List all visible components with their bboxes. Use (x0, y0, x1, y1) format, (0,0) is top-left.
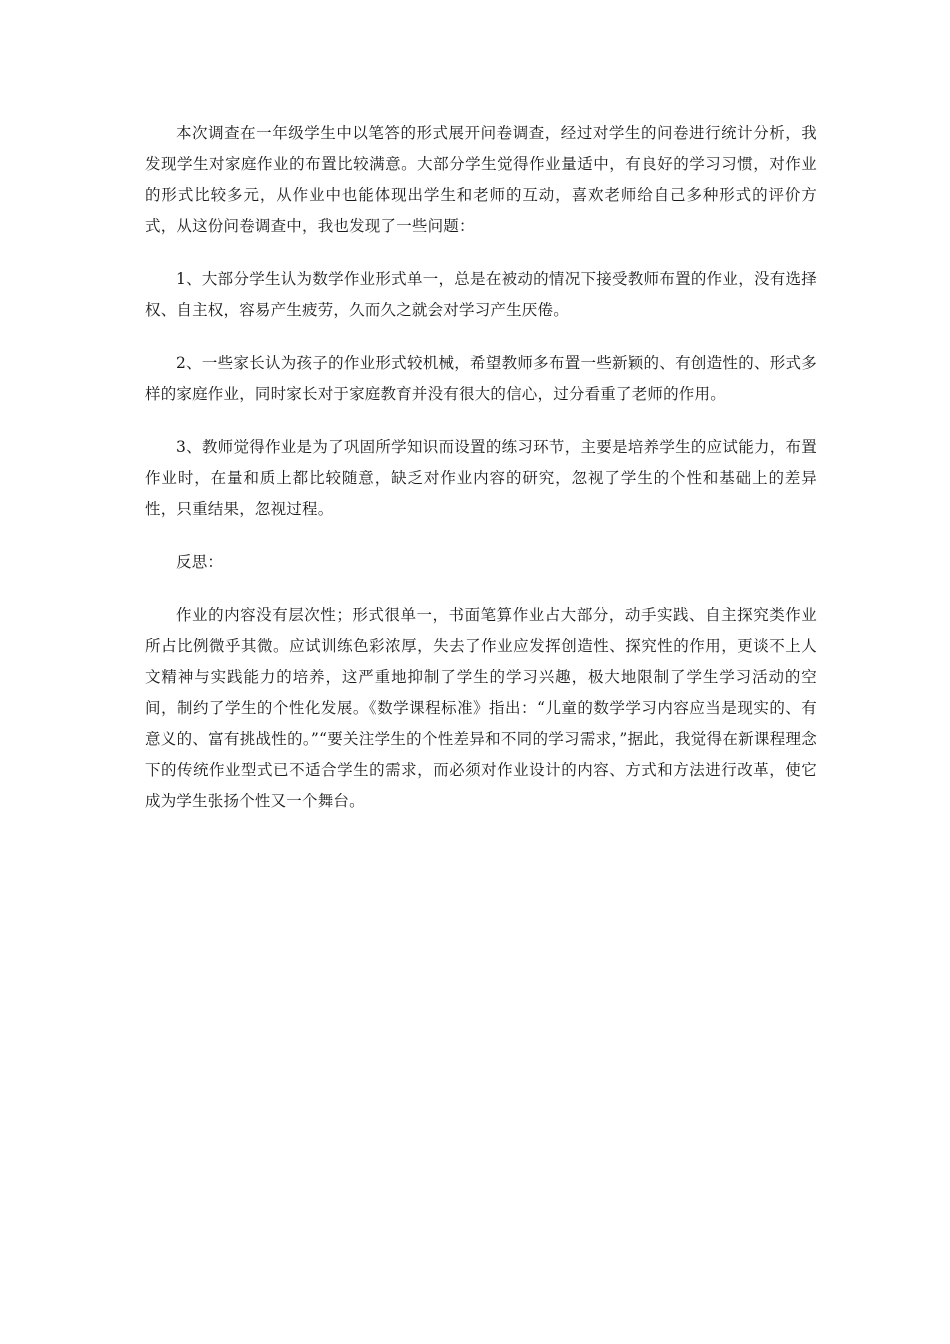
paragraph-intro: 本次调查在一年级学生中以笔答的形式展开问卷调查，经过对学生的问卷进行统计分析，我发现学生对家庭作业的布置比较满意。大部分学生觉得作业量适中，有良好的学习习惯，对作业的形式比较多元，从作业中也能体现出学生和老师的互动，喜欢老师给自己多种形式的评价方式，从这份问卷调查中，我也发现了一些问题： (145, 124, 817, 235)
paragraph-item-3: 3、教师觉得作业是为了巩固所学知识而设置的练习环节，主要是培养学生的应试能力，布置作业时，在量和质上都比较随意，缺乏对作业内容的研究，忽视了学生的个性和基础上的差异性，只重结果，忽视过程。 (145, 438, 817, 518)
document-body (145, 118, 817, 839)
paragraph-item-2: 2、一些家长认为孩子的作业形式较机械，希望教师多布置一些新颖的、有创造性的、形式多样的家庭作业，同时家长对于家庭教育并没有很大的信心，过分看重了老师的作用。 (145, 354, 817, 403)
reflection-heading: 反思： (176, 553, 224, 571)
paragraph-item-1: 1、大部分学生认为数学作业形式单一，总是在被动的情况下接受教师布置的作业，没有选择权、自主权，容易产生疲劳，久而久之就会对学习产生厌倦。 (145, 270, 817, 319)
paragraph-reflection: 作业的内容没有层次性；形式很单一，书面笔算作业占大部分，动手实践、自主探究类作业所占比例微乎其微。应试训练色彩浓厚，失去了作业应发挥创造性、探究性的作用，更谈不上人文精神与实践能力的培养，这严重地抑制了学生的学习兴趣，极大地限制了学生学习活动的空间，制约了学生的个性化发展。《数学课程标准》指出：“儿童的数学学习内容应当是现实的、有意义的、富有挑战性的。”“要关注学生的个性差异和不同的学习需求，”据此，我觉得在新课程理念下的传统作业型式已不适合学生的需求，而必须对作业设计的内容、方式和方法进行改革，使它成为学生张扬个性又一个舞台。 (145, 606, 817, 810)
